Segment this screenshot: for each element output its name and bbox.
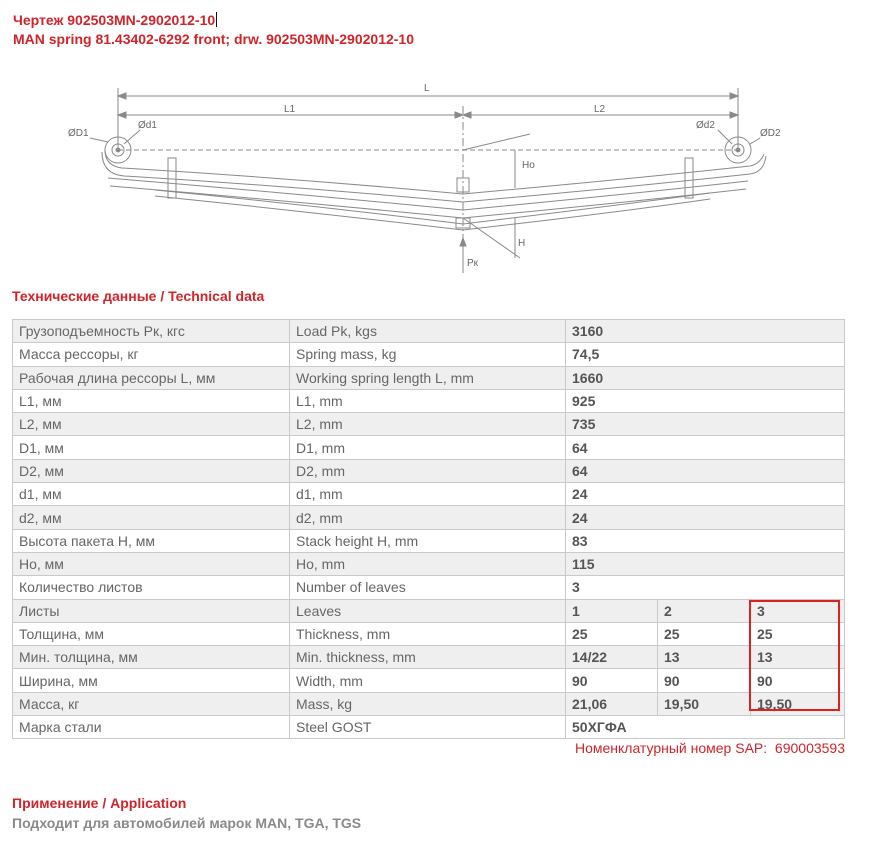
table-cell: 1660	[566, 366, 845, 389]
load-Pk-label: Pк	[467, 258, 479, 269]
table-cell: 90	[658, 669, 751, 692]
table-row	[13, 483, 845, 506]
table-row	[13, 622, 845, 645]
table-cell: 83	[566, 529, 845, 552]
table-cell: 64	[566, 459, 845, 482]
table-row	[13, 389, 845, 412]
dim-d1-label: Ød1	[138, 120, 157, 131]
table-cell: Грузоподъемность Pк, кгс	[13, 320, 290, 343]
table-row	[13, 459, 845, 482]
table-cell: Leaves	[290, 599, 566, 622]
dim-L1-label: L1	[284, 104, 296, 115]
table-cell: Мин. толщина, мм	[13, 646, 290, 669]
table-cell: 90	[566, 669, 658, 692]
table-cell: L1, mm	[290, 389, 566, 412]
table-cell: d2, mm	[290, 506, 566, 529]
dim-d2-label: Ød2	[696, 120, 715, 131]
table-row	[13, 506, 845, 529]
table-row	[13, 692, 845, 715]
table-row	[13, 343, 845, 366]
table-cell: 24	[566, 483, 845, 506]
table-cell: Spring mass, kg	[290, 343, 566, 366]
table-row	[13, 529, 845, 552]
table-row	[13, 576, 845, 599]
tech-data-title: Технические данные / Technical data	[12, 288, 265, 304]
table-cell: L2, mm	[290, 413, 566, 436]
table-cell: Масса рессоры, кг	[13, 343, 290, 366]
table-cell: 1	[566, 599, 658, 622]
table-cell: 25	[751, 622, 845, 645]
table-cell: Листы	[13, 599, 290, 622]
text-cursor	[216, 12, 217, 27]
table-cell: Width, mm	[290, 669, 566, 692]
table-row	[13, 599, 845, 622]
table-row	[13, 669, 845, 692]
leaf-spring-drawing	[60, 78, 800, 278]
table-cell: Steel GOST	[290, 716, 566, 739]
table-row	[13, 320, 845, 343]
dim-H-label: H	[518, 238, 526, 249]
drawing-title-en: MAN spring 81.43402-6292 front; drw. 902503MN-2902012-10	[13, 31, 414, 47]
table-cell: Высота пакета H, мм	[13, 529, 290, 552]
table-row	[13, 413, 845, 436]
table-cell: Thickness, mm	[290, 622, 566, 645]
table-cell: Ширина, мм	[13, 669, 290, 692]
table-cell: 3	[566, 576, 845, 599]
application-title: Применение / Application	[12, 795, 187, 811]
dim-L2-label: L2	[594, 104, 606, 115]
table-cell: d1, mm	[290, 483, 566, 506]
table-cell: Ho, mm	[290, 552, 566, 575]
table-cell: Min. thickness, mm	[290, 646, 566, 669]
table-cell: D1, мм	[13, 436, 290, 459]
dim-L-label: L	[424, 83, 430, 94]
table-cell: D1, mm	[290, 436, 566, 459]
table-cell: 50ХГФА	[566, 716, 845, 739]
table-cell: 21,06	[566, 692, 658, 715]
dim-Ho-label: Ho	[522, 160, 535, 171]
table-cell: 13	[751, 646, 845, 669]
table-cell: L1, мм	[13, 389, 290, 412]
table-cell: Load Pk, kgs	[290, 320, 566, 343]
table-row	[13, 552, 845, 575]
table-cell: Ho, мм	[13, 552, 290, 575]
table-cell: 19,50	[751, 692, 845, 715]
table-row	[13, 366, 845, 389]
table-cell: Рабочая длина рессоры L, мм	[13, 366, 290, 389]
table-cell: 735	[566, 413, 845, 436]
table-cell: Mass, kg	[290, 692, 566, 715]
table-cell: 2	[658, 599, 751, 622]
table-cell: D2, mm	[290, 459, 566, 482]
table-cell: Working spring length L, mm	[290, 366, 566, 389]
table-cell: Толщина, мм	[13, 622, 290, 645]
application-text: Подходит для автомобилей марок MAN, TGA, TGS	[12, 815, 362, 831]
table-row	[13, 436, 845, 459]
table-cell: Stack height H, mm	[290, 529, 566, 552]
dim-D1-label: ØD1	[68, 128, 89, 139]
table-cell: L2, мм	[13, 413, 290, 436]
table-cell: 925	[566, 389, 845, 412]
table-cell: Количество листов	[13, 576, 290, 599]
table-cell: d2, мм	[13, 506, 290, 529]
dim-D2-label: ØD2	[760, 128, 781, 139]
table-row	[13, 716, 845, 739]
spec-table	[12, 319, 845, 739]
sap-number: Номенклатурный номер SAP: 690003593	[574, 740, 845, 756]
table-cell: 90	[751, 669, 845, 692]
table-cell: Number of leaves	[290, 576, 566, 599]
table-cell: 25	[566, 622, 658, 645]
table-cell: 14/22	[566, 646, 658, 669]
table-cell: d1, мм	[13, 483, 290, 506]
table-cell: 13	[658, 646, 751, 669]
table-cell: 3160	[566, 320, 845, 343]
table-cell: 25	[658, 622, 751, 645]
table-row	[13, 646, 845, 669]
table-cell: Масса, кг	[13, 692, 290, 715]
table-cell: 19,50	[658, 692, 751, 715]
drawing-title-ru: Чертеж 902503MN-2902012-10	[13, 12, 216, 28]
table-cell: 64	[566, 436, 845, 459]
table-cell: 115	[566, 552, 845, 575]
table-cell: Марка стали	[13, 716, 290, 739]
table-cell: 24	[566, 506, 845, 529]
table-cell: D2, мм	[13, 459, 290, 482]
table-cell: 74,5	[566, 343, 845, 366]
table-cell: 3	[751, 599, 845, 622]
